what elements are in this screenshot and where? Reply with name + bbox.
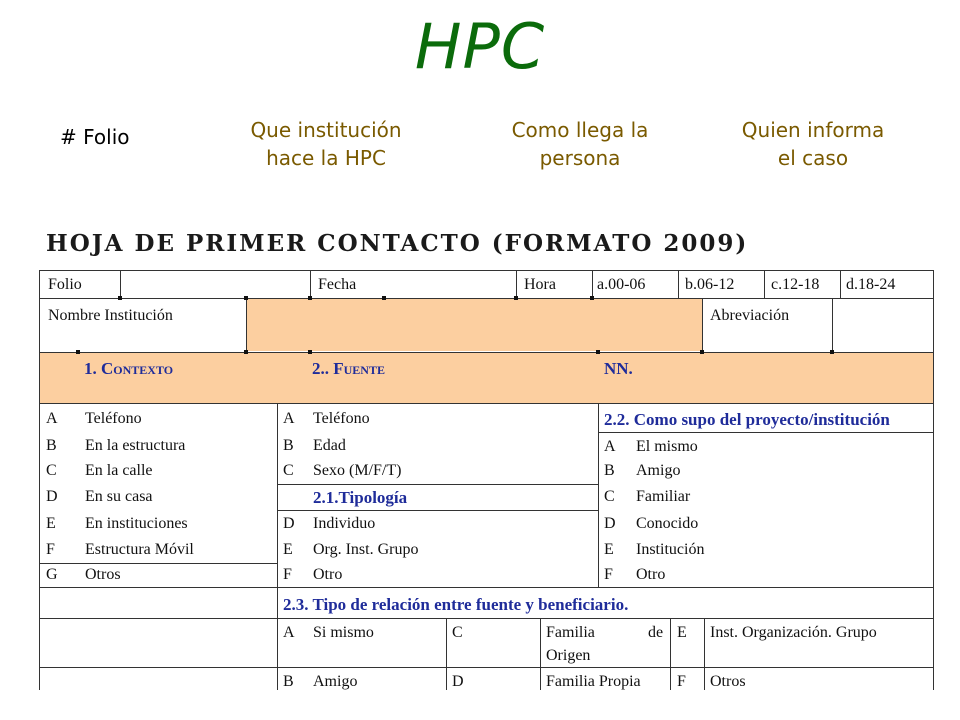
divider-slot-d	[840, 270, 841, 298]
junction-dot	[596, 350, 600, 354]
quien-informa-header-line2: el caso	[777, 146, 849, 170]
junction-dot	[118, 296, 122, 300]
abreviacion-cell: Abreviación	[710, 307, 790, 324]
tipologia-letter-f: F	[283, 566, 292, 583]
relacion-label-c1: Familia	[546, 624, 595, 641]
como-supo-label-a: El mismo	[636, 438, 698, 455]
line-items-bottom	[39, 587, 934, 588]
fuente-section: 2.. Fuente	[312, 359, 385, 378]
relacion-label-c2: Origen	[546, 647, 591, 664]
institucion-header-line2: hace la HPC	[266, 146, 386, 170]
line-contexto-g-top	[39, 563, 277, 564]
divider-fecha	[310, 270, 311, 298]
como-supo-letter-f: F	[604, 566, 613, 583]
folio-cell: Folio	[48, 276, 82, 293]
relacion-label-c-de: de	[648, 624, 664, 641]
contexto-letter-e: E	[46, 515, 56, 532]
relacion-letter-e: E	[677, 624, 687, 641]
relacion-title: 2.3. Tipo de relación entre fuente y beneficiario.	[283, 595, 629, 614]
como-supo-label-e: Institución	[636, 541, 705, 558]
nombre-institucion-cell: Nombre Institución	[48, 307, 173, 324]
contexto-label-b: En la estructura	[85, 437, 186, 454]
tipologia-letter-e: E	[283, 541, 293, 558]
fuente-letter-c: C	[283, 462, 294, 479]
section-header-fill	[40, 353, 933, 403]
relacion-letter-b: B	[283, 673, 294, 690]
como-supo-letter-b: B	[604, 462, 615, 479]
fuente-label-c: Sexo (M/F/T)	[313, 462, 402, 479]
slot-c-cell: c.12-18	[771, 276, 820, 293]
como-supo-letter-a: A	[604, 438, 616, 455]
como-llega-header-line1: Como llega la	[511, 118, 649, 142]
form-border-right	[933, 270, 934, 690]
hora-cell: Hora	[524, 276, 556, 293]
como-supo-label-b: Amigo	[636, 462, 681, 479]
como-supo-label-c: Familiar	[636, 488, 691, 505]
tipologia-label-f: Otro	[313, 566, 343, 583]
como-llega-header-line2: persona	[539, 146, 621, 170]
como-supo-title: 2.2. Como supo del proyecto/institución	[604, 410, 890, 429]
contexto-letter-c: C	[46, 462, 57, 479]
fuente-label-b: Edad	[313, 437, 346, 454]
contexto-letter-b: B	[46, 437, 57, 454]
line-row1-bottom	[39, 298, 934, 299]
junction-dot	[700, 350, 704, 354]
contexto-letter-f: F	[46, 541, 55, 558]
contexto-section: 1. Contexto	[84, 359, 174, 378]
junction-dot	[244, 296, 248, 300]
institucion-name-fill	[246, 299, 702, 351]
divider-relacion-c-label	[540, 618, 541, 690]
slot-d-cell: d.18-24	[846, 276, 896, 293]
junction-dot	[590, 296, 594, 300]
contexto-letter-d: D	[46, 488, 58, 505]
divider-contexto-fuente	[277, 403, 278, 690]
divider-relacion-e	[670, 618, 671, 690]
slot-a-cell: a.00-06	[597, 276, 646, 293]
contexto-label-d: En su casa	[85, 488, 153, 505]
quien-informa-header-line1: Quien informa	[741, 118, 885, 142]
line-section-bottom	[39, 403, 934, 404]
contexto-label-g: Otros	[85, 566, 121, 583]
line-tipologia-title-bottom	[277, 510, 598, 511]
tipologia-label-e: Org. Inst. Grupo	[313, 541, 419, 558]
divider-relacion-c	[446, 618, 447, 690]
relacion-label-a: Si mismo	[313, 624, 374, 641]
fuente-letter-b: B	[283, 437, 294, 454]
junction-dot	[514, 296, 518, 300]
divider-fuente-supo	[598, 403, 599, 587]
junction-dot	[76, 350, 80, 354]
form-title: HOJA DE PRIMER CONTACTO (FORMATO 2009)	[46, 230, 749, 257]
contexto-letter-a: A	[46, 410, 58, 427]
contexto-label-e: En instituciones	[85, 515, 188, 532]
divider-slot-a	[592, 270, 593, 298]
divider-folio	[120, 270, 121, 298]
contexto-label-c: En la calle	[85, 462, 153, 479]
line-relacion-mid	[39, 667, 934, 668]
divider-slot-c	[764, 270, 765, 298]
tipologia-title: 2.1.Tipología	[313, 488, 408, 507]
junction-dot	[308, 296, 312, 300]
nn-section: NN.	[604, 359, 633, 378]
line-row2-bottom	[39, 352, 934, 353]
tipologia-letter-d: D	[283, 515, 295, 532]
divider-slot-b	[678, 270, 679, 298]
tipologia-label-d: Individuo	[313, 515, 376, 532]
relacion-letter-a: A	[283, 624, 295, 641]
folio-header: # Folio	[60, 125, 130, 149]
como-supo-letter-c: C	[604, 488, 615, 505]
fecha-cell: Fecha	[318, 276, 357, 293]
contexto-letter-g: G	[46, 566, 58, 583]
line-top	[39, 270, 934, 271]
como-supo-letter-d: D	[604, 515, 616, 532]
divider-hora	[516, 270, 517, 298]
relacion-label-b: Amigo	[313, 673, 358, 690]
divider-nombre	[246, 298, 247, 352]
relacion-label-d: Familia Propia	[546, 673, 641, 690]
relacion-letter-d: D	[452, 673, 464, 690]
divider-relacion-e-label	[704, 618, 705, 690]
como-supo-letter-e: E	[604, 541, 614, 558]
line-tipologia-title-top	[277, 484, 598, 485]
fuente-letter-a: A	[283, 410, 295, 427]
divider-abreviacion-left	[702, 298, 703, 352]
form-border-left	[39, 270, 40, 690]
line-relacion-title-bottom	[39, 618, 934, 619]
contexto-label-f: Estructura Móvil	[85, 541, 194, 558]
relacion-label-e: Inst. Organización. Grupo	[710, 624, 877, 641]
divider-abreviacion-right	[832, 298, 833, 352]
relacion-label-f: Otros	[710, 673, 746, 690]
junction-dot	[308, 350, 312, 354]
fuente-label-a: Teléfono	[313, 410, 370, 427]
line-como-supo-title-bottom	[598, 432, 934, 433]
relacion-letter-f: F	[677, 673, 686, 690]
como-supo-label-f: Otro	[636, 566, 666, 583]
relacion-letter-c: C	[452, 624, 463, 641]
contexto-label-a: Teléfono	[85, 410, 142, 427]
institucion-header-line1: Que institución	[250, 118, 402, 142]
slide-title: HPC	[414, 10, 546, 83]
junction-dot	[244, 350, 248, 354]
slot-b-cell: b.06-12	[685, 276, 735, 293]
junction-dot	[382, 296, 386, 300]
junction-dot	[830, 350, 834, 354]
como-supo-label-d: Conocido	[636, 515, 699, 532]
